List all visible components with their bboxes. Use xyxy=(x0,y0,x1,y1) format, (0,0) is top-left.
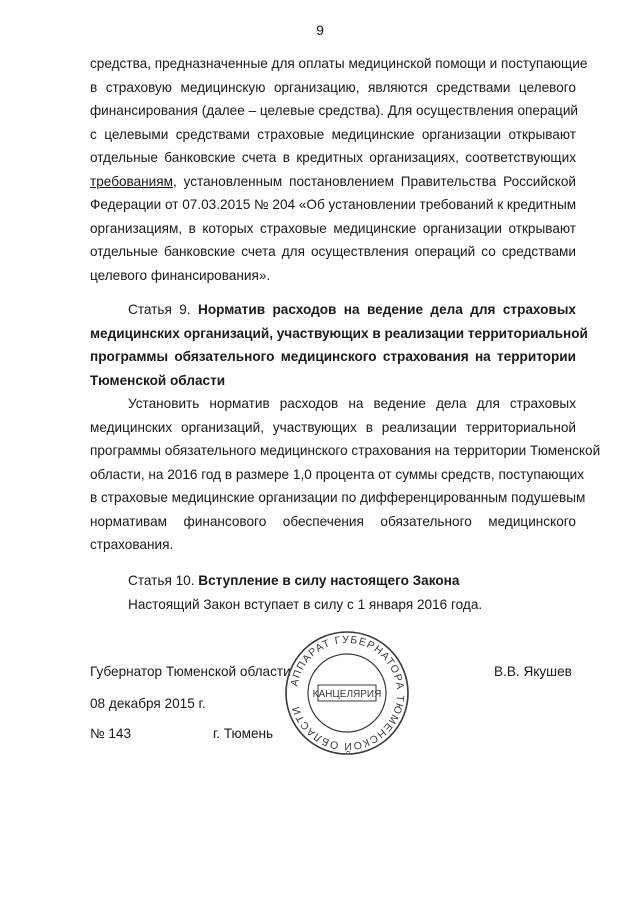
article-9-title: Норматив расходов на ведение дела для страховых xyxy=(198,302,576,317)
article-10-body: Настоящий Закон вступает в силу с 1 января 2016 года. xyxy=(128,596,483,612)
article-10 xyxy=(90,569,576,616)
text-line: в страховые медицинские организации по дифференцированным подушевым xyxy=(90,490,586,505)
article-10-title: Вступление в силу настоящего Закона xyxy=(198,573,460,588)
paragraph-target-funds xyxy=(90,52,588,287)
requirements-link[interactable]: требованиям xyxy=(90,173,173,189)
signing-date: 08 декабря 2015 г. xyxy=(90,696,206,711)
governor-title: Губернатор Тюменской области xyxy=(90,664,291,679)
text-line: в страховую медицинскую организацию, являются средствами целевого xyxy=(90,79,576,95)
text-line: медицинских организаций, участвующих в реализации территориальной xyxy=(90,419,576,435)
text-line: медицинских организаций, участвующих в реализации территориальной xyxy=(90,325,588,341)
text-line: с целевыми средствами страховые медицинские организации открывают xyxy=(90,126,576,142)
text-line: программы обязательного медицинского страхования на территории Тюменской xyxy=(90,443,601,458)
chancellery-stamp xyxy=(282,628,412,758)
text-line xyxy=(90,298,576,322)
text-line: средства, предназначенные для оплаты медицинской помощи и поступающие xyxy=(90,56,588,71)
text-line: Установить норматив расходов на ведение дела для страховых xyxy=(128,396,576,411)
text-line: области, на 2016 год в размере 1,0 процента от суммы средств, поступающих xyxy=(90,466,585,482)
signing-city: г. Тюмень xyxy=(213,726,274,741)
text-line: организациям, в которых страховые медицинские организации открывают xyxy=(90,220,576,236)
text-line: нормативам финансового обеспечения обязательного медицинского xyxy=(90,513,576,529)
text-line: требованиям, установленным постановлением Правительства Российской xyxy=(90,173,576,189)
article-10-heading xyxy=(90,569,576,593)
article-9-body xyxy=(90,392,601,557)
text-line: отдельные банковские счета в кредитных организациях, соответствующих xyxy=(90,150,576,165)
text-line: Тюменской области xyxy=(90,372,226,388)
page-number: 9 xyxy=(316,22,324,38)
article-10-prefix: Статья 10. xyxy=(128,573,195,588)
text-line: страхования. xyxy=(90,537,174,552)
article-9-heading xyxy=(90,298,588,392)
stamp-outer-text: АППАРАТ ГУБЕРНАТОРА ТЮМЕНСКОЙ ОБЛАСТИ xyxy=(288,633,407,753)
governor-name: В.В. Якушев xyxy=(494,664,572,679)
text-line: финансирования (далее – целевые средства). Для осуществления операций xyxy=(90,103,579,118)
article-9-prefix: Статья 9. xyxy=(128,302,191,317)
text-line: целевого финансирования». xyxy=(90,267,271,283)
text-line: отдельные банковские счета для осуществления операций со средствами xyxy=(90,244,576,259)
stamp-center-text: КАНЦЕЛЯРИЯ xyxy=(312,689,382,700)
text-line: Федерации от 07.03.2015 № 204 «Об установлении требований к кредитным xyxy=(90,197,577,212)
text-line: программы обязательного медицинского страхования на территории xyxy=(90,349,576,364)
law-number: № 143 xyxy=(90,726,132,741)
